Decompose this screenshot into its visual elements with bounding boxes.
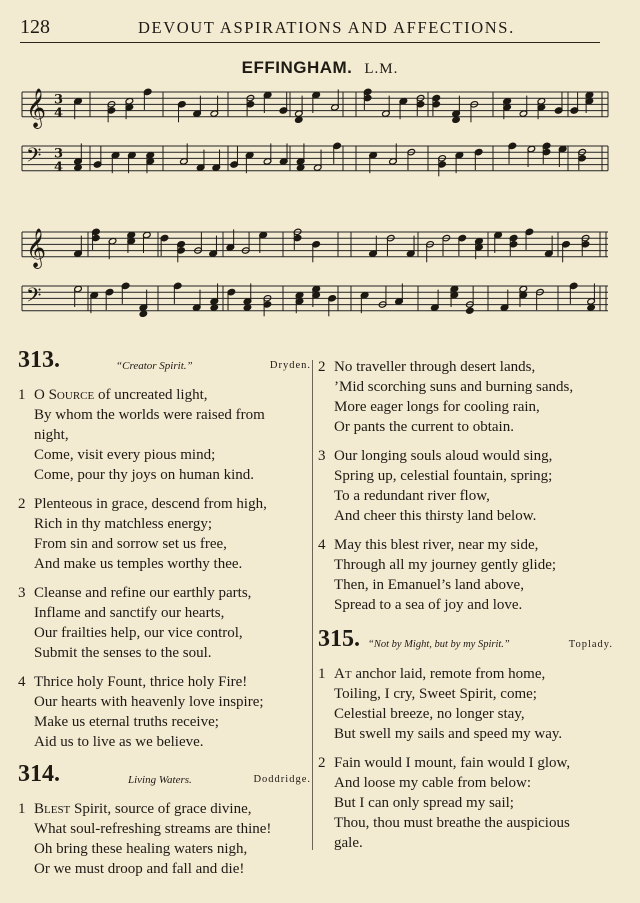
music-score xyxy=(18,82,612,332)
verse-line xyxy=(18,839,313,859)
verse-number: 1 xyxy=(18,387,26,403)
verse-number: 2 xyxy=(18,496,26,512)
verse-line xyxy=(318,377,613,397)
verse-text: Spirit, source of grace divine, xyxy=(70,801,252,817)
verse-text: Make us eternal truths receive; xyxy=(34,714,219,730)
verse-line xyxy=(18,712,313,732)
hymn-author: Dryden. xyxy=(269,360,311,371)
verse-line xyxy=(318,664,613,684)
verse-line xyxy=(18,425,313,445)
hymn-314-stanzas xyxy=(18,799,313,879)
stanza xyxy=(318,753,613,853)
verse-line xyxy=(318,753,613,773)
hymn-315-stanzas xyxy=(318,664,613,853)
verse-number: 4 xyxy=(318,537,326,553)
verse-text: Celestial breeze, no longer stay, xyxy=(334,706,525,722)
verse-line xyxy=(18,643,313,663)
verse-text: Come, pour thy joys on human kind. xyxy=(34,467,254,483)
hymn-author: Toplady. xyxy=(568,639,613,650)
verse-text: Our hearts with heavenly love inspire; xyxy=(34,694,264,710)
treble-clef: 𝄞 xyxy=(26,87,47,128)
verse-number: 2 xyxy=(318,359,326,375)
verse-line xyxy=(18,554,313,574)
hymn-315 xyxy=(318,624,613,853)
verse-line xyxy=(18,692,313,712)
verse-text: And cheer this thirsty land below. xyxy=(334,508,537,524)
verse-text: of uncreated light, xyxy=(94,387,208,403)
verse-text: From sin and sorrow set us free, xyxy=(34,536,227,552)
hymn-313 xyxy=(18,345,313,752)
verse-line xyxy=(318,704,613,724)
verse-line xyxy=(318,357,613,377)
verse-line xyxy=(318,555,613,575)
verse-text: More eager longs for cooling rain, xyxy=(334,399,540,415)
verse-text: Toiling, I cry, Sweet Spirit, come; xyxy=(334,686,537,702)
tune-heading xyxy=(0,58,640,78)
bass-clef: 𝄢 xyxy=(26,283,42,312)
verse-line xyxy=(18,672,313,692)
verse-line xyxy=(318,446,613,466)
verse-line xyxy=(318,773,613,793)
page-header xyxy=(20,10,600,43)
stanza xyxy=(18,799,313,879)
stanza xyxy=(318,535,613,615)
verse-text: But I can only spread my sail; xyxy=(334,795,514,811)
verse-line xyxy=(318,595,613,615)
verse-line xyxy=(318,813,613,833)
verse-lead-word: Blest xyxy=(34,801,71,817)
verse-text: Submit the senses to the soul. xyxy=(34,645,212,661)
verse-text: Spread to a sea of joy and love. xyxy=(334,597,523,613)
verse-text: Or we must droop and fall and die! xyxy=(34,861,245,877)
verse-number: 1 xyxy=(318,666,326,682)
hymn-313-stanzas xyxy=(18,385,313,752)
hymn-number: 313. xyxy=(18,347,60,373)
stanza xyxy=(318,446,613,526)
verse-line xyxy=(318,506,613,526)
stanza xyxy=(318,664,613,744)
note-head xyxy=(466,307,475,314)
bass-clef: 𝄢 xyxy=(26,143,42,172)
verse-text: And make us temples worthy thee. xyxy=(34,556,243,572)
stanza xyxy=(18,494,313,574)
verse-line xyxy=(18,385,313,405)
verse-line xyxy=(18,405,313,425)
verse-line xyxy=(318,417,613,437)
hymn-313-continued xyxy=(318,357,613,615)
verse-text: May this blest river, near my side, xyxy=(334,537,539,553)
verse-number: 4 xyxy=(18,674,26,690)
stanza xyxy=(18,583,313,663)
verse-line xyxy=(18,583,313,603)
running-title: DEVOUT ASPIRATIONS AND AFFECTIONS. xyxy=(138,18,515,37)
verse-text: Spring up, celestial fountain, spring; xyxy=(334,468,553,484)
verse-text: What soul-refreshing streams are thine! xyxy=(34,821,272,837)
verse-line xyxy=(318,833,613,853)
verse-text: Then, in Emanuel’s land above, xyxy=(334,577,524,593)
verse-line xyxy=(18,859,313,879)
verse-text: Oh bring these healing waters nigh, xyxy=(34,841,248,857)
verse-line xyxy=(18,819,313,839)
verse-line xyxy=(318,684,613,704)
verse-number: 1 xyxy=(18,801,26,817)
hymn-title: “Creator Spirit.” xyxy=(116,360,193,372)
verse-line xyxy=(318,397,613,417)
verse-number: 3 xyxy=(18,585,26,601)
verse-line xyxy=(318,724,613,744)
verse-number: 2 xyxy=(318,755,326,771)
left-column xyxy=(18,345,313,888)
verse-line xyxy=(18,732,313,752)
verse-text: Cleanse and refine our earthly parts, xyxy=(34,585,252,601)
verse-text: Our frailties help, our vice control, xyxy=(34,625,243,641)
hymn-author: Doddridge. xyxy=(253,774,311,785)
tune-meter: L.M. xyxy=(364,61,399,77)
verse-number: 3 xyxy=(318,448,326,464)
verse-text: night, xyxy=(34,427,69,443)
verse-text: By whom the worlds were raised from xyxy=(34,407,265,423)
verse-line xyxy=(18,603,313,623)
stanza xyxy=(318,357,613,437)
verse-text: Thrice holy Fount, thrice holy Fire! xyxy=(34,674,248,690)
verse-line xyxy=(318,466,613,486)
verse-line xyxy=(318,535,613,555)
hymn-number: 315. xyxy=(318,626,360,652)
verse-line xyxy=(318,575,613,595)
verse-text: But swell my sails and speed my way. xyxy=(334,726,563,742)
verse-text: Through all my journey gently glide; xyxy=(334,557,557,573)
verse-line xyxy=(18,494,313,514)
hymn-title: “Not by Might, but by my Spirit.” xyxy=(368,639,510,650)
verse-line xyxy=(18,623,313,643)
verse-text: Plenteous in grace, descend from high, xyxy=(34,496,267,512)
verse-text: Thou, thou must breathe the auspicious xyxy=(334,815,570,831)
verse-line xyxy=(18,799,313,819)
hymn-title: Living Waters. xyxy=(128,774,192,786)
time-signature-top: 3 xyxy=(54,92,64,108)
verse-text: Rich in thy matchless energy; xyxy=(34,516,213,532)
verse-text: anchor laid, remote from home, xyxy=(351,666,546,682)
page-number: 128 xyxy=(20,16,50,38)
verse-text: Fain would I mount, fain would I glow, xyxy=(334,755,571,771)
time-signature-top: 3 xyxy=(54,146,64,162)
verse-text: Come, visit every pious mind; xyxy=(34,447,216,463)
stanza xyxy=(18,672,313,752)
verse-lead-word: O Source xyxy=(34,387,95,403)
verse-line xyxy=(318,486,613,506)
verse-text: And loose my cable from below: xyxy=(334,775,532,791)
verse-text: Aid us to live as we believe. xyxy=(34,734,204,750)
verse-line xyxy=(18,514,313,534)
verse-text: ’Mid scorching suns and burning sands, xyxy=(334,379,574,395)
hymn-314 xyxy=(18,759,313,879)
time-signature-bottom: 4 xyxy=(54,159,64,175)
column-divider xyxy=(312,360,313,850)
verse-text: No traveller through desert lands, xyxy=(334,359,536,375)
verse-text: Our longing souls aloud would sing, xyxy=(334,448,553,464)
verse-line xyxy=(18,445,313,465)
time-signature-bottom: 4 xyxy=(54,105,64,121)
hymn-number: 314. xyxy=(18,761,60,787)
treble-clef: 𝄞 xyxy=(26,227,47,268)
verse-lead-word: At xyxy=(334,666,352,682)
verse-line xyxy=(318,793,613,813)
verse-text: Inflame and sanctify our hearts, xyxy=(34,605,225,621)
verse-line xyxy=(18,534,313,554)
tune-name: EFFINGHAM. xyxy=(241,58,353,77)
verse-text: gale. xyxy=(334,835,363,851)
verse-text: Or pants the current to obtain. xyxy=(334,419,514,435)
stanza xyxy=(18,385,313,485)
verse-line xyxy=(18,465,313,485)
right-column xyxy=(318,357,613,862)
verse-text: To a redundant river flow, xyxy=(334,488,490,504)
